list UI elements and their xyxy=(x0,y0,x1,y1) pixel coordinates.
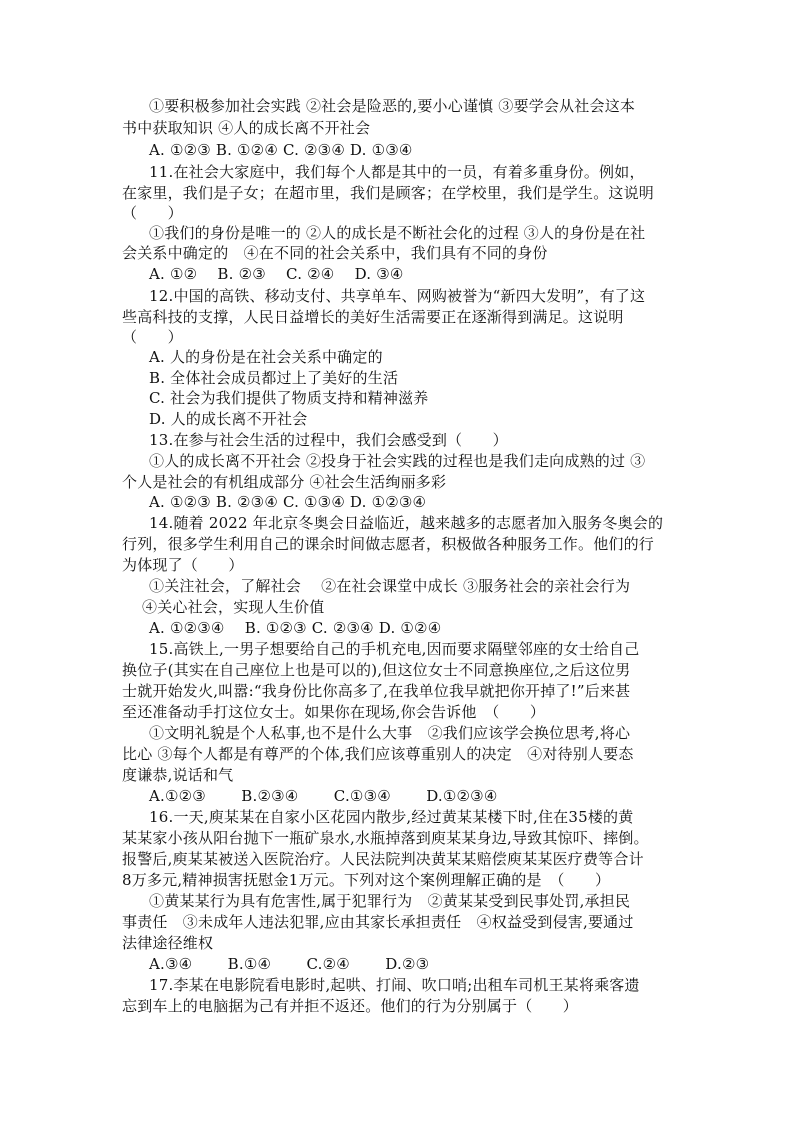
text-line: ①我们的身份是唯一的 ②人的成长是不断社会化的过程 ③人的身份是在社 xyxy=(149,224,646,242)
text-line: 11.在社会大家庭中，我们每个人都是其中的一员，有着多重身份。例如， xyxy=(149,163,645,181)
text-line: ①关注社会，了解社会 ②在社会课堂中成长 ③服务社会的亲社会行为 xyxy=(149,577,631,595)
text-line: A. ①② B. ②③ C. ②④ D. ③④ xyxy=(149,265,404,283)
text-line: （ ） xyxy=(122,204,183,222)
text-line: A.①②③ B.②③④ C.①③④ D.①②③④ xyxy=(149,787,498,805)
text-line: A. 人的身份是在社会关系中确定的 xyxy=(149,348,383,366)
text-line: 15.高铁上,一男子想要给自己的手机充电,因而要求隔壁邻座的女士给自己 xyxy=(149,640,640,658)
text-line: 报警后,庾某某被送入医院治疗。人民法院判决黄某某赔偿庾某某医疗费等合计 xyxy=(122,850,644,868)
text-line: ④关心社会，实现人生价值 xyxy=(142,598,325,616)
text-line: 13.在参与社会生活的过程中，我们会感受到（ ） xyxy=(149,431,508,449)
text-line: 14.随着 2022 年北京冬奥会日益临近，越来越多的志愿者加入服务冬奥会的 xyxy=(149,514,664,532)
text-line: ①黄某某行为具有危害性,属于犯罪行为 ②黄某某受到民事处罚,承担民 xyxy=(149,892,631,910)
text-line: 某某家小孩从阳台抛下一瓶矿泉水,水瓶掉落到庾某某身边,导致其惊吓、摔倒。 xyxy=(122,829,649,847)
text-line: 书中获取知识 ④人的成长离不开社会 xyxy=(122,119,371,137)
text-line: 法律途径维权 xyxy=(122,934,214,952)
text-line: 比心 ③每个人都是有尊严的个体,我们应该尊重别人的决定 ④对待别人要态 xyxy=(122,745,634,763)
text-line: 个人是社会的有机组成部分 ④社会生活绚丽多彩 xyxy=(122,473,447,491)
text-line: 士就开始发火,叫嚣:“我身份比你高多了,在我单位我早就把你开掉了!”后来甚 xyxy=(122,682,631,700)
text-line: C. 社会为我们提供了物质支持和精神滋养 xyxy=(149,389,429,407)
text-line: 忘到车上的电脑据为己有并拒不返还。他们的行为分别属于（ ） xyxy=(122,997,579,1015)
text-line: （ ） xyxy=(122,328,183,346)
text-line: 8万多元,精神损害抚慰金1万元。下列对这个案例理解正确的是 （ ） xyxy=(122,871,611,889)
text-line: 度谦恭,说话和气 xyxy=(122,766,234,784)
text-line: 16.一天,庾某某在自家小区花园内散步,经过黄某某楼下时,住在35楼的黄 xyxy=(149,808,634,826)
text-line: A.③④ B.①④ C.②④ D.②③ xyxy=(149,955,430,973)
text-line: 行列，很多学生利用自己的课余时间做志愿者，积极做各种服务工作。他们的行 xyxy=(122,535,655,553)
text-line: 事责任 ③未成年人违法犯罪,应由其家长承担责任 ④权益受到侵害,要通过 xyxy=(122,913,634,931)
text-line: B. 全体社会成员都过上了美好的生活 xyxy=(149,369,399,387)
text-line: 在家里，我们是子女；在超市里，我们是顾客；在学校里，我们是学生。这说明 xyxy=(122,184,655,202)
text-line: 为体现了（ ） xyxy=(122,556,244,574)
text-line: 至还准备动手打这位女士。如果你在现场,你会告诉他 （ ） xyxy=(122,703,546,721)
text-line: ①人的成长离不开社会 ②投身于社会实践的过程也是我们走向成熟的过 ③ xyxy=(149,452,646,470)
text-line: 换位子(其实在自己座位上也是可以的),但这位女士不同意换座位,之后这位男 xyxy=(122,661,631,679)
text-line: D. 人的成长离不开社会 xyxy=(149,410,308,428)
text-line: A. ①②③④ B. ①②③ C. ②③④ D. ①②④ xyxy=(149,619,442,637)
text-line: 12.中国的高铁、移动支付、共享单车、网购被誉为“新四大发明”，有了这 xyxy=(149,287,646,305)
text-line: A. ①②③ B. ①②④ C. ②③④ D. ①③④ xyxy=(149,141,413,159)
text-line: A. ①②③ B. ②③④ C. ①③④ D. ①②③④ xyxy=(149,493,427,511)
text-line: 会关系中确定的 ④在不同的社会关系中，我们具有不同的身份 xyxy=(122,244,548,262)
text-line: 些高科技的支撑，人民日益增长的美好生活需要正在逐渐得到满足。这说明 xyxy=(122,308,624,326)
text-line: ①要积极参加社会实践 ②社会是险恶的,要小心谨慎 ③要学会从社会这本 xyxy=(149,97,636,115)
text-line: ①文明礼貌是个人私事,也不是什么大事 ②我们应该学会换位思考,将心 xyxy=(149,724,631,742)
text-line: 17.李某在电影院看电影时,起哄、打闹、吹口哨;出租车司机王某将乘客遗 xyxy=(149,976,640,994)
